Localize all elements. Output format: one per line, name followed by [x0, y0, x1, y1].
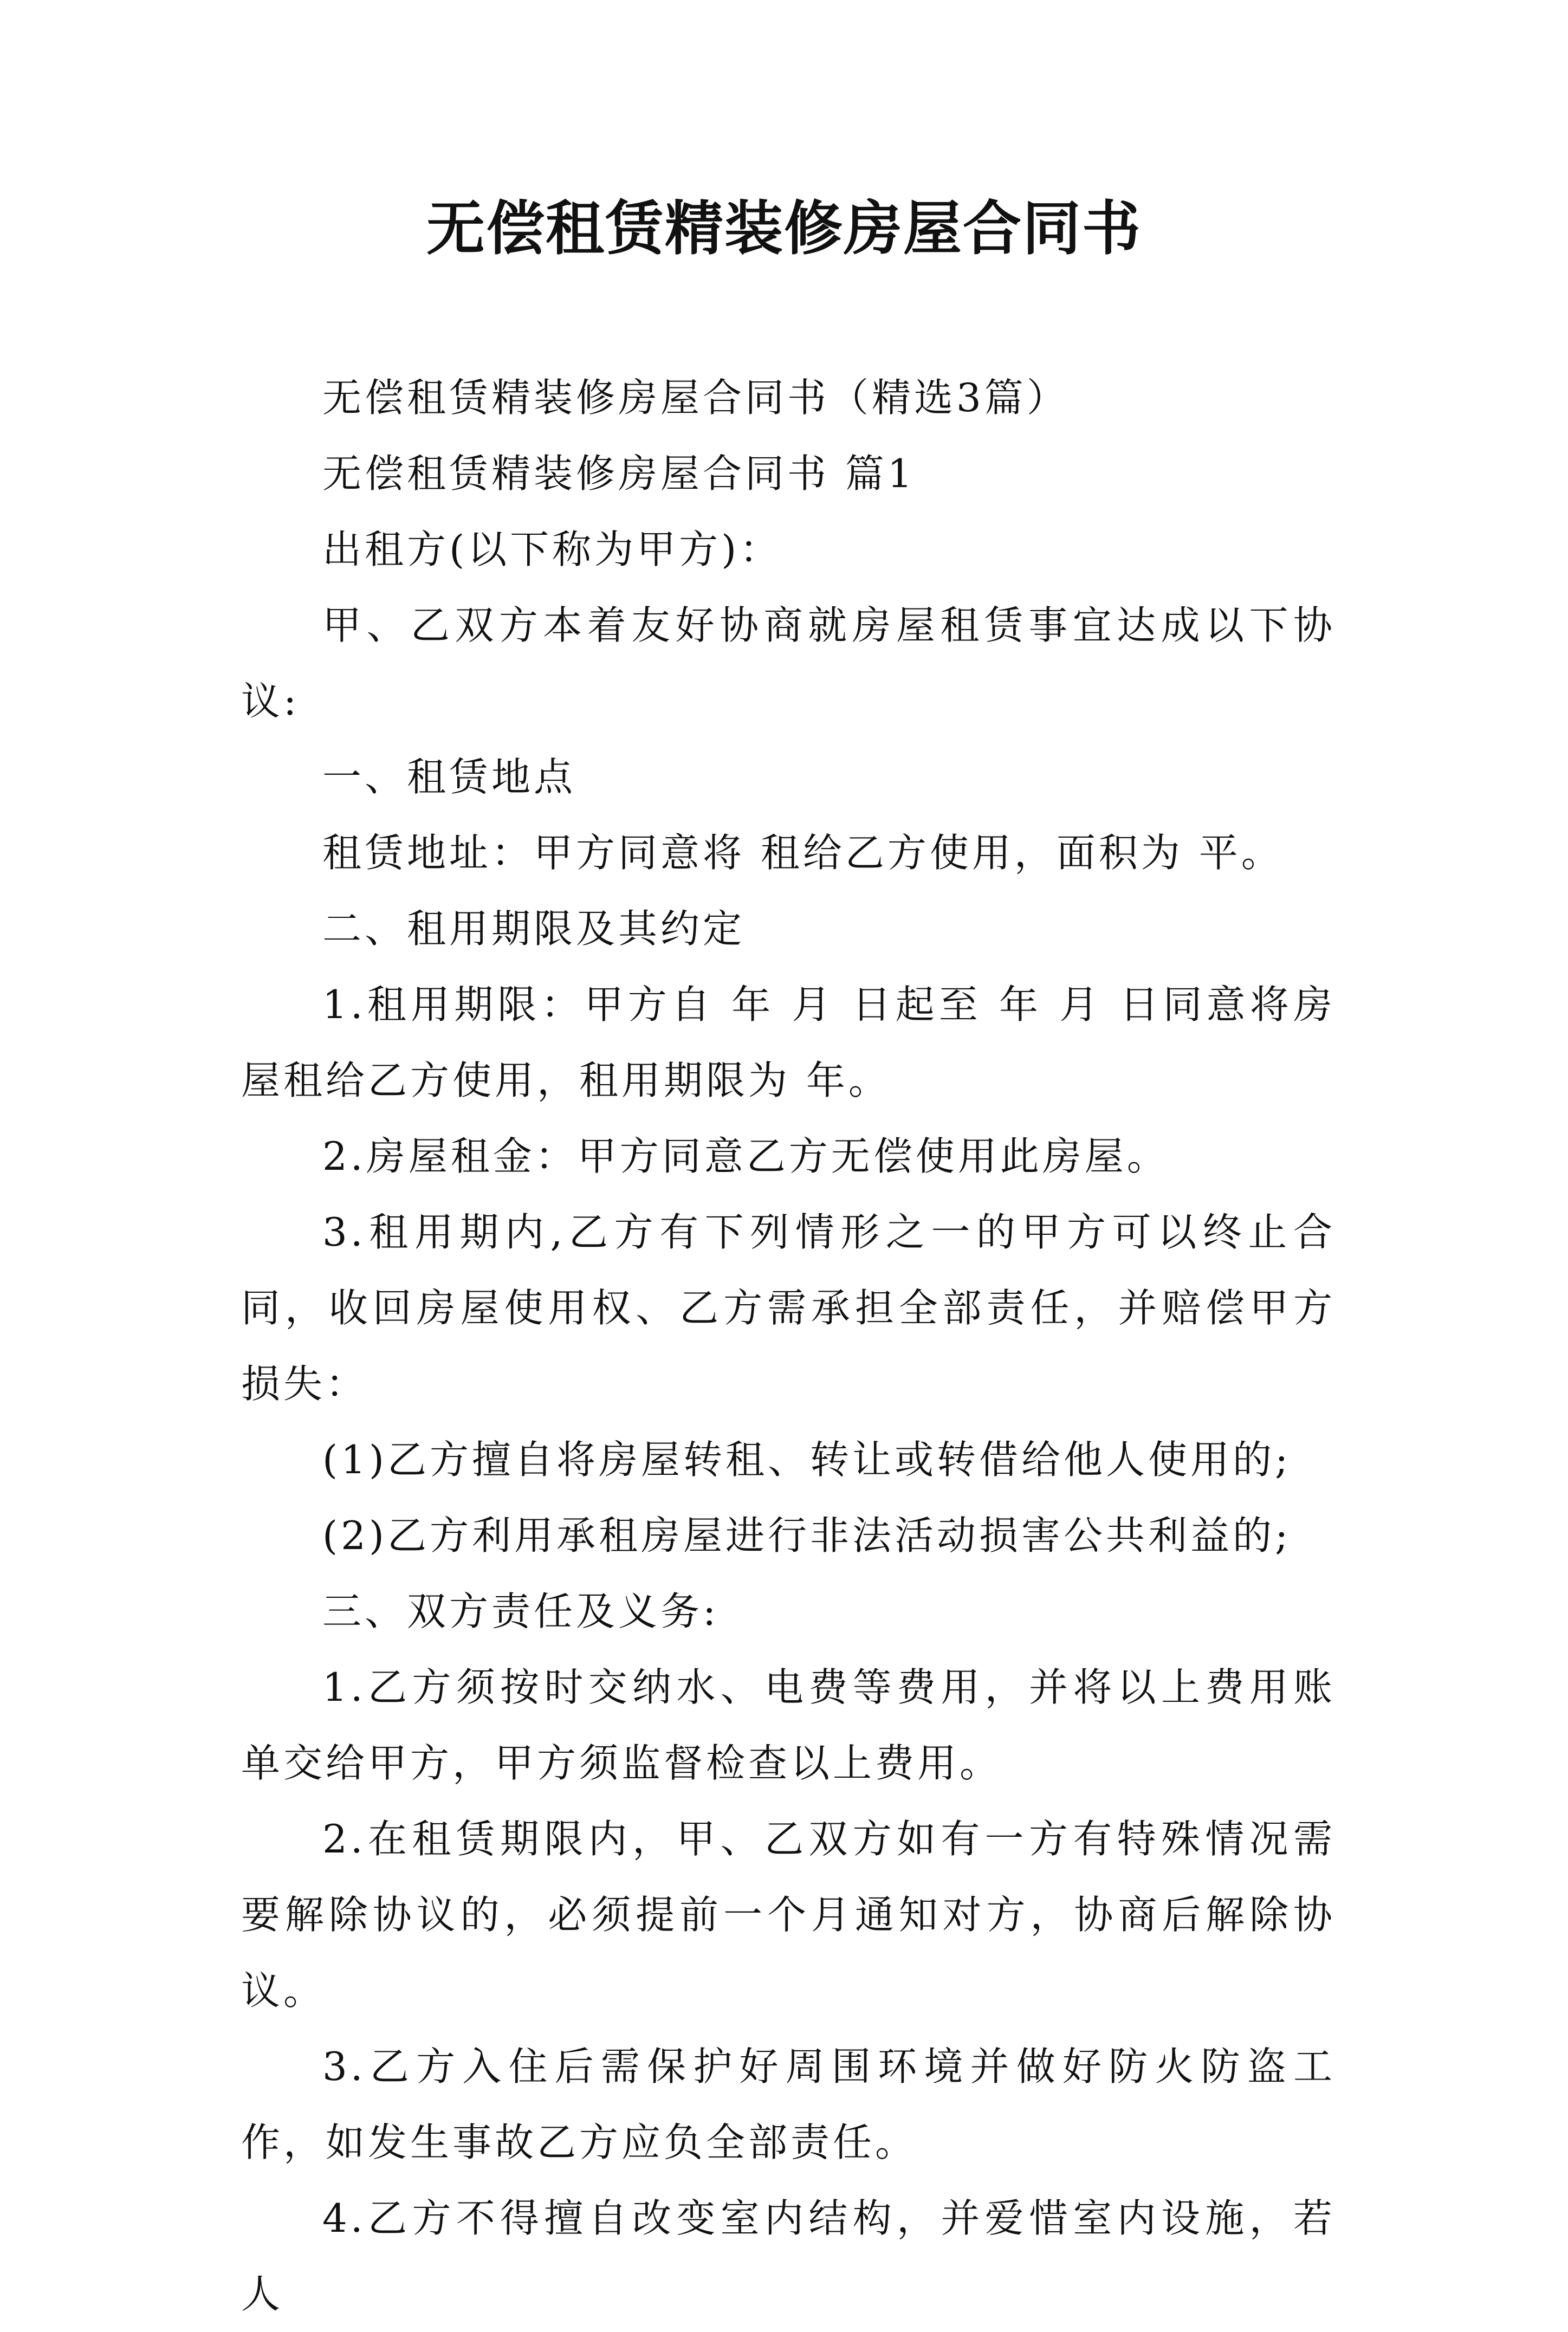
paragraph-term-3-item-1: (1)乙方擅自将房屋转租、转让或转借给他人使用的; [322, 1437, 1292, 1482]
paragraph-term-2: 2.房屋租金：甲方同意乙方无偿使用此房屋。 [322, 1133, 1169, 1179]
paragraph-address: 租赁地址：甲方同意将 租给乙方使用，面积为 平。 [322, 830, 1284, 876]
paragraph-duty-3: 3.乙方入住后需保护好周围环境并做好防火防盗工作，如发生事故乙方应负全部责任。 [241, 2044, 1336, 2165]
paragraph-lessor: 出租方(以下称为甲方)： [322, 527, 782, 572]
paragraph-term-1: 1.租用期限：甲方自 年 月 日起至 年 月 日同意将房屋租给乙方使用，租用期限为 年。 [241, 982, 1336, 1103]
paragraph-duty-2: 2.在租赁期限内，甲、乙双方如有一方有特殊情况需要解除协议的，必须提前一个月通知对方，协商后解除协议。 [241, 1816, 1336, 2013]
paragraph-duty-4: 4.乙方不得擅自改变室内结构，并爱惜室内设施，若人 [241, 2195, 1336, 2317]
section-heading-location: 一、租赁地点 [322, 754, 576, 800]
paragraph-subtitle: 无偿租赁精装修房屋合同书（精选3篇） [322, 375, 1069, 420]
paragraph-term-3: 3.租用期内,乙方有下列情形之一的甲方可以终止合同，收回房屋使用权、乙方需承担全部责任，并赔偿甲方损失： [241, 1209, 1336, 1407]
paragraph-part-heading: 无偿租赁精装修房屋合同书 篇1 [322, 451, 916, 496]
section-heading-duties: 三、双方责任及义务: [322, 1589, 720, 1634]
document-title: 无偿租赁精装修房屋合同书 [426, 195, 1142, 263]
section-heading-term: 二、租用期限及其约定 [322, 906, 746, 951]
paragraph-term-3-item-2: (2)乙方利用承租房屋进行非法活动损害公共利益的; [322, 1513, 1292, 1558]
document-body [241, 360, 1336, 2332]
paragraph-agreement-intro: 甲、乙双方本着友好协商就房屋租赁事宜达成以下协议: [241, 603, 1336, 724]
paragraph-duty-1: 1.乙方须按时交纳水、电费等费用，并将以上费用账单交给甲方，甲方须监督检查以上费用。 [241, 1664, 1336, 1786]
